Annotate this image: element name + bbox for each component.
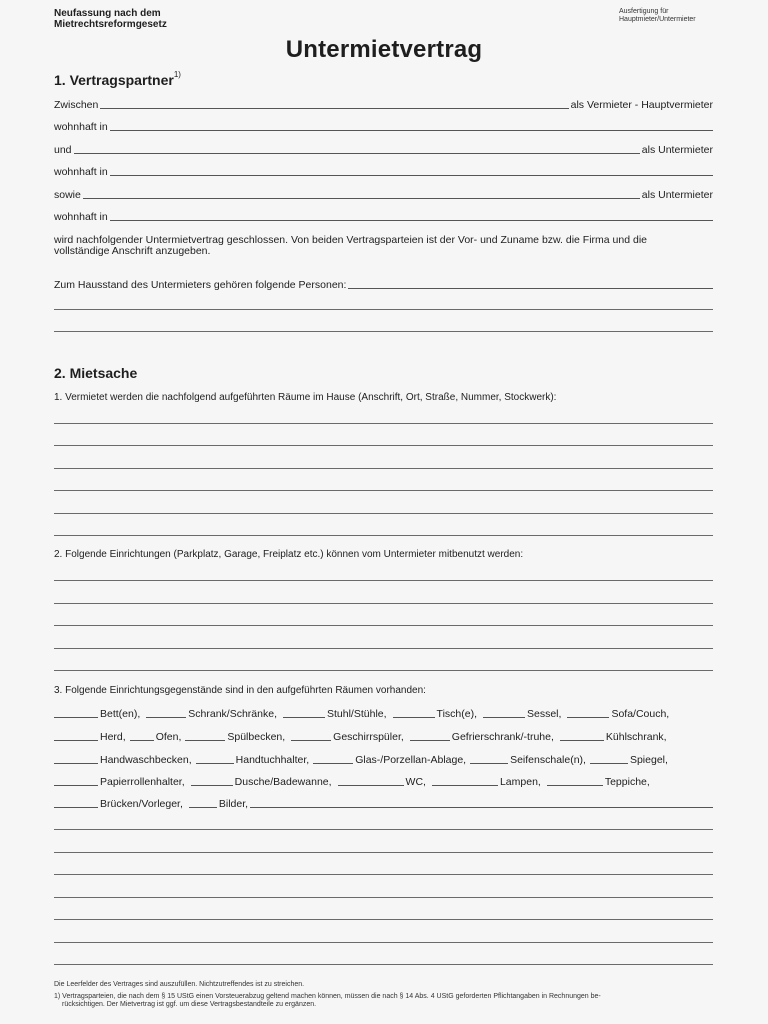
input-line-raeume-3[interactable] xyxy=(54,468,713,469)
qty-herd[interactable] xyxy=(54,740,98,741)
input-line-inventar-4[interactable] xyxy=(54,897,713,898)
field-wohnhaft-2[interactable] xyxy=(54,165,713,178)
header-left-line2: Mietrechtsreformgesetz xyxy=(54,19,167,30)
label-zwischen: Zwischen xyxy=(54,99,99,111)
qty-tisch[interactable] xyxy=(393,717,435,718)
field-untermieter-1[interactable] xyxy=(54,143,713,156)
section1-footnote-ref: 1) xyxy=(173,70,181,79)
label-sowie: sowie xyxy=(54,189,81,201)
input-line-untermieter-2[interactable] xyxy=(83,198,640,199)
inventory-row-3 xyxy=(54,753,713,766)
header-right-line2: Hauptmieter/Untermieter xyxy=(619,16,696,23)
inventory-row-5 xyxy=(54,797,713,810)
page-title: Untermietvertrag xyxy=(285,36,483,63)
input-line-raeume-4[interactable] xyxy=(54,490,713,491)
contract-note xyxy=(54,235,719,257)
qty-ablage[interactable] xyxy=(313,763,353,764)
section1-heading xyxy=(54,72,181,88)
footnote-line2: 1) Vertragsparteien, die nach dem § 15 UStG einen Vorsteuerabzug geltend machen können, müssen die nach § 14 Abs. 4 UStG geforderten Pflichtangaben in Rechnungen be- xyxy=(54,993,601,1000)
contract-note-line2: vollständige Anschrift anzugeben. xyxy=(54,245,211,257)
label-als-untermieter: als Untermieter xyxy=(641,144,713,156)
header-right xyxy=(619,8,696,24)
item3-text: 3. Folgende Einrichtungsgegenstände sind in den aufgeführten Räumen vorhanden: xyxy=(54,685,426,696)
inv-ofen: Ofen, xyxy=(155,731,182,743)
inv-stuhl: Stuhl/Stühle, xyxy=(327,708,387,720)
field-wohnhaft-1[interactable] xyxy=(54,120,713,133)
qty-wc[interactable] xyxy=(338,785,404,786)
input-line-wohnhaft-3[interactable] xyxy=(110,220,713,221)
inv-bett: Bett(en), xyxy=(100,708,141,720)
qty-sessel[interactable] xyxy=(483,717,525,718)
inv-handwaschbecken: Handwaschbecken, xyxy=(100,754,192,766)
inv-spiegel: Spiegel, xyxy=(629,754,668,766)
inv-tisch: Tisch(e), xyxy=(436,708,477,720)
inv-wc: WC, xyxy=(405,776,426,788)
field-wohnhaft-3[interactable] xyxy=(54,210,713,223)
header-left xyxy=(54,8,167,30)
footnote-line3: rücksichtigen. Der Mietvertrag ist ggf. um diese Vertragsbestandteile zu ergänzen. xyxy=(62,1001,317,1008)
inv-gefrierschrank: Gefrierschrank/-truhe, xyxy=(451,731,554,743)
input-line-inventar-2[interactable] xyxy=(54,852,713,853)
inv-bruecken: Brücken/Vorleger, xyxy=(100,798,183,810)
input-line-inventar-3[interactable] xyxy=(54,874,713,875)
header-right-line1: Ausfertigung für xyxy=(619,8,669,15)
input-line-einrichtungen-1[interactable] xyxy=(54,580,713,581)
input-line-weitere[interactable] xyxy=(250,807,713,808)
inv-sessel: Sessel, xyxy=(527,708,562,720)
qty-sofa[interactable] xyxy=(567,717,609,718)
qty-teppiche[interactable] xyxy=(547,785,603,786)
field-vermieter[interactable] xyxy=(54,98,713,111)
inv-sofa: Sofa/Couch, xyxy=(611,708,670,720)
inv-seifenschale: Seifenschale(n), xyxy=(510,754,586,766)
qty-seifenschale[interactable] xyxy=(470,763,508,764)
input-line-inventar-7[interactable] xyxy=(54,964,713,965)
section2-heading: 2. Mietsache xyxy=(54,365,138,381)
input-line-raeume-5[interactable] xyxy=(54,513,713,514)
input-line-einrichtungen-2[interactable] xyxy=(54,603,713,604)
inv-herd: Herd, xyxy=(100,731,126,743)
input-line-einrichtungen-3[interactable] xyxy=(54,625,713,626)
footnotes xyxy=(54,981,724,1009)
inv-lampen: Lampen, xyxy=(499,776,541,788)
inventory-row-4 xyxy=(54,775,713,788)
field-untermieter-2[interactable] xyxy=(54,188,713,201)
label-wohnhaft-in: wohnhaft in xyxy=(54,166,108,178)
qty-schrank[interactable] xyxy=(146,717,186,718)
section1-heading-text: 1. Vertragspartner xyxy=(54,72,174,88)
input-line-einrichtungen-5[interactable] xyxy=(54,670,713,671)
qty-lampen[interactable] xyxy=(432,785,498,786)
qty-geschirrspueler[interactable] xyxy=(291,740,331,741)
contract-note-line1: wird nachfolgender Untermietvertrag geschlossen. Von beiden Vertragsparteien ist der Vor- und Zuname bzw. die Firma und die xyxy=(54,234,647,246)
input-line-einrichtungen-4[interactable] xyxy=(54,648,713,649)
inv-bilder: Bilder, xyxy=(218,798,249,810)
input-line-inventar-6[interactable] xyxy=(54,942,713,943)
qty-spiegel[interactable] xyxy=(590,763,628,764)
qty-gefrierschrank[interactable] xyxy=(410,740,450,741)
inv-geschirrspueler: Geschirrspüler, xyxy=(333,731,404,743)
label-wohnhaft-in: wohnhaft in xyxy=(54,211,108,223)
label-als-untermieter: als Untermieter xyxy=(641,189,713,201)
qty-stuhl[interactable] xyxy=(283,717,325,718)
input-line-raeume-2[interactable] xyxy=(54,445,713,446)
inv-ablage: Glas-/Porzellan-Ablage, xyxy=(355,754,467,766)
header-left-line1: Neufassung nach dem xyxy=(54,8,161,19)
label-wohnhaft-in: wohnhaft in xyxy=(54,121,108,133)
item2-text: 2. Folgende Einrichtungen (Parkplatz, Garage, Freiplatz etc.) können vom Untermieter mitbenutzt werden: xyxy=(54,549,524,560)
input-line-vermieter[interactable] xyxy=(100,108,568,109)
qty-bilder[interactable] xyxy=(189,807,217,808)
input-line-inventar-5[interactable] xyxy=(54,919,713,920)
inv-spuelbecken: Spülbecken, xyxy=(227,731,286,743)
inventory-row-1 xyxy=(54,707,713,720)
input-line-raeume-1[interactable] xyxy=(54,423,713,424)
inv-teppiche: Teppiche, xyxy=(604,776,650,788)
qty-bruecken[interactable] xyxy=(54,807,98,808)
input-line-untermieter-1[interactable] xyxy=(74,153,640,154)
qty-ofen[interactable] xyxy=(130,740,154,741)
input-line-wohnhaft-1[interactable] xyxy=(110,130,713,131)
input-line-inventar-1[interactable] xyxy=(54,829,713,830)
input-line-hausstand-2[interactable] xyxy=(54,309,713,310)
inv-schrank: Schrank/Schränke, xyxy=(188,708,277,720)
label-hausstand: Zum Hausstand des Untermieters gehören folgende Personen: xyxy=(54,279,347,291)
label-als-vermieter: als Vermieter - Hauptvermieter xyxy=(570,99,713,111)
qty-kuehlschrank[interactable] xyxy=(560,740,604,741)
input-line-hausstand[interactable] xyxy=(348,288,713,289)
qty-papierrollenhalter[interactable] xyxy=(54,785,98,786)
inv-handtuchhalter: Handtuchhalter, xyxy=(235,754,310,766)
input-line-hausstand-3[interactable] xyxy=(54,331,713,332)
item1-text: 1. Vermietet werden die nachfolgend aufgeführten Räume im Hause (Anschrift, Ort, Straße, Nummer, Stockwerk): xyxy=(54,392,557,403)
inv-dusche: Dusche/Badewanne, xyxy=(234,776,332,788)
field-hausstand[interactable] xyxy=(54,278,713,291)
qty-spuelbecken[interactable] xyxy=(185,740,225,741)
qty-bett[interactable] xyxy=(54,717,98,718)
input-line-wohnhaft-2[interactable] xyxy=(110,175,713,176)
inv-kuehlschrank: Kühlschrank, xyxy=(605,731,667,743)
inventory-row-2 xyxy=(54,730,713,743)
qty-handtuchhalter[interactable] xyxy=(196,763,234,764)
inv-papierrollenhalter: Papierrollenhalter, xyxy=(100,776,185,788)
input-line-raeume-6[interactable] xyxy=(54,535,713,536)
qty-handwaschbecken[interactable] xyxy=(54,763,98,764)
label-und: und xyxy=(54,144,72,156)
footnote-line1: Die Leerfelder des Vertrages sind auszufüllen. Nichtzutreffendes ist zu streichen. xyxy=(54,981,305,988)
qty-dusche[interactable] xyxy=(191,785,233,786)
